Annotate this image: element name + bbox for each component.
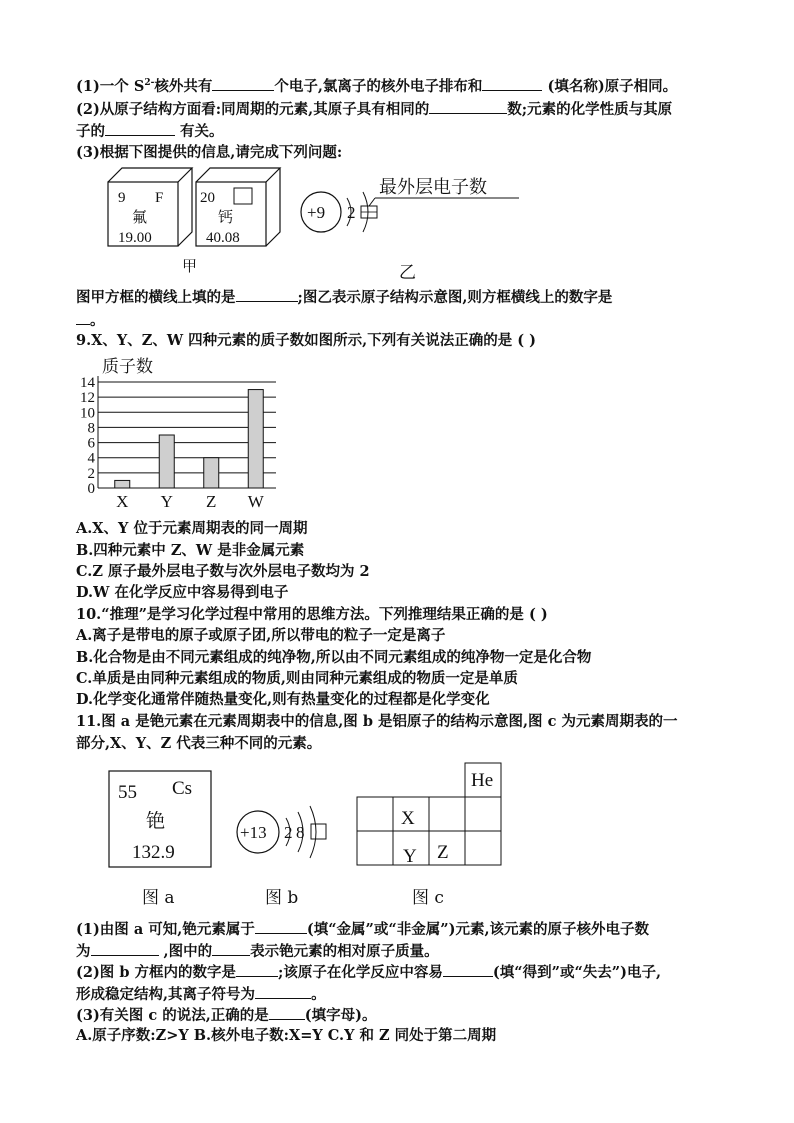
figure-yi-caption: 乙 <box>399 263 416 283</box>
bar-X <box>115 480 130 488</box>
q11-part-1-line-2: 为 ,图中的 表示铯元素的相对原子质量。 <box>76 943 439 960</box>
y-tick-label: 2 <box>87 465 95 482</box>
q11-part-3-options[interactable]: A.原子序数:Z>Y B.核外电子数:X=Y C.Y 和 Z 同处于第二周期 <box>76 1027 497 1044</box>
q11-part-1-line-1: (1)由图 a 可知,铯元素属于 (填“金属”或“非金属”)元素,该元素的原子核外电子数 <box>76 921 649 938</box>
nucleus-charge: +13 <box>240 823 267 842</box>
q9-stem: 9.X、Y、Z、W 四种元素的质子数如图所示,下列有关说法正确的是 ( ) <box>76 332 537 349</box>
outer-electron-label: 最外层电子数 <box>379 177 487 197</box>
figure-c-periodic-table-part <box>355 762 505 872</box>
x-symbol: X <box>401 808 415 829</box>
cs-symbol: Cs <box>172 778 193 799</box>
figure-yi-atom-structure <box>295 168 535 248</box>
bar-Y <box>159 435 174 488</box>
blank[interactable] <box>482 76 542 91</box>
blank[interactable] <box>429 99 507 114</box>
blank[interactable] <box>443 962 493 977</box>
q9-option-a[interactable]: A.X、Y 位于元素周期表的同一周期 <box>76 520 308 537</box>
ca-number: 20 <box>200 190 215 206</box>
q9-proton-chart <box>76 352 286 512</box>
blank[interactable] <box>105 121 175 136</box>
q11-part-2-line-2: 形成稳定结构,其离子符号为 。 <box>76 986 326 1003</box>
y-symbol: Y <box>403 846 417 867</box>
blank[interactable] <box>236 287 298 302</box>
blank[interactable] <box>255 984 311 999</box>
f-number: 9 <box>118 190 126 206</box>
x-category-label: X <box>116 492 129 511</box>
figure-jia-element-cubes <box>100 160 300 260</box>
q8-line-3: 子的 有关。 <box>76 123 224 140</box>
y-tick-label: 14 <box>80 375 95 391</box>
cs-mass: 132.9 <box>132 842 175 863</box>
y-tick-label: 10 <box>80 405 95 422</box>
shell-1-count: 2 <box>284 823 293 842</box>
y-tick-label: 6 <box>87 435 95 452</box>
x-category-label: Y <box>160 492 173 511</box>
ca-name: 钙 <box>218 210 234 226</box>
bar-Z <box>204 458 219 488</box>
blank[interactable] <box>255 919 307 934</box>
figure-a-cesium <box>108 770 218 870</box>
q9-option-d[interactable]: D.W 在化学反应中容易得到电子 <box>76 584 289 601</box>
blank[interactable] <box>212 941 250 956</box>
q10-option-a[interactable]: A.离子是带电的原子或原子团,所以带电的粒子一定是离子 <box>76 627 446 644</box>
y-tick-label: 0 <box>87 481 95 497</box>
he-symbol: He <box>471 770 494 791</box>
y-tick-label: 8 <box>87 420 95 437</box>
q8-line-1: (1)一个 $S^{2-}$核外共有 个电子,氯离子的核外电子排布和 (填名称)原子相同。 <box>76 78 678 95</box>
x-category-label: W <box>247 492 264 511</box>
q11-stem-1: 11.图 a 是铯元素在元素周期表中的信息,图 b 是铝原子的结构示意图,图 c 为元素周期表的一 <box>76 713 678 730</box>
ca-mass: 40.08 <box>206 230 240 246</box>
figure-a-caption: 图 a <box>142 888 175 908</box>
nucleus-charge: +9 <box>307 203 326 222</box>
z-symbol: Z <box>437 842 449 863</box>
figure-b-caption: 图 b <box>265 888 299 908</box>
cs-number: 55 <box>118 782 137 803</box>
q10-option-c[interactable]: C.单质是由同种元素组成的物质,则由同种元素组成的物质一定是单质 <box>76 670 518 687</box>
shell-2-count: 8 <box>296 823 305 842</box>
blank[interactable] <box>212 76 274 91</box>
chart-ylabel: 质子数 <box>102 357 153 376</box>
y-tick-label: 4 <box>87 450 95 467</box>
f-symbol: F <box>155 190 164 206</box>
cs-name: 铯 <box>146 811 166 832</box>
q11-stem-2: 部分,X、Y、Z 代表三种不同的元素。 <box>76 735 322 752</box>
q8-line-6: 。 <box>76 310 105 331</box>
q9-option-c[interactable]: C.Z 原子最外层电子数与次外层电子数均为 2 <box>76 563 370 580</box>
answer-box[interactable] <box>311 824 326 839</box>
bar-W <box>248 390 263 488</box>
blank[interactable] <box>269 1005 305 1020</box>
x-category-label: Z <box>206 492 217 511</box>
q8-line-4: (3)根据下图提供的信息,请完成下列问题: <box>76 144 343 161</box>
q10-stem: 10.“推理”是学习化学过程中常用的思维方法。下列推理结果正确的是 ( ) <box>76 606 548 623</box>
shell-1-count: 2 <box>347 203 356 222</box>
figure-jia-caption: 甲 <box>182 257 198 275</box>
q10-option-d[interactable]: D.化学变化通常伴随热量变化,则有热量变化的过程都是化学变化 <box>76 691 490 708</box>
q11-part-3: (3)有关图 c 的说法,正确的是 (填字母)。 <box>76 1007 377 1024</box>
q9-option-b[interactable]: B.四种元素中 Z、W 是非金属元素 <box>76 542 305 559</box>
q8-line-2: (2)从原子结构方面看:同周期的元素,其原子具有相同的 数;元素的化学性质与其原 <box>76 101 673 118</box>
blank[interactable] <box>236 962 278 977</box>
blank[interactable] <box>76 310 90 325</box>
q10-option-b[interactable]: B.化合物是由不同元素组成的纯净物,所以由不同元素组成的纯净物一定是化合物 <box>76 649 592 666</box>
q11-part-2-line-1: (2)图 b 方框内的数字是 ;该原子在化学反应中容易 (填“得到”或“失去”)电子, <box>76 964 662 981</box>
blank[interactable] <box>91 941 159 956</box>
figure-c-caption: 图 c <box>412 888 444 908</box>
y-tick-label: 12 <box>80 390 95 407</box>
q8-line-5: 图甲方框的横线上填的是 ;图乙表示原子结构示意图,则方框横线上的数字是 <box>76 289 613 306</box>
figure-b-aluminum-atom <box>232 790 342 870</box>
f-mass: 19.00 <box>118 230 152 246</box>
f-name: 氟 <box>132 210 148 226</box>
